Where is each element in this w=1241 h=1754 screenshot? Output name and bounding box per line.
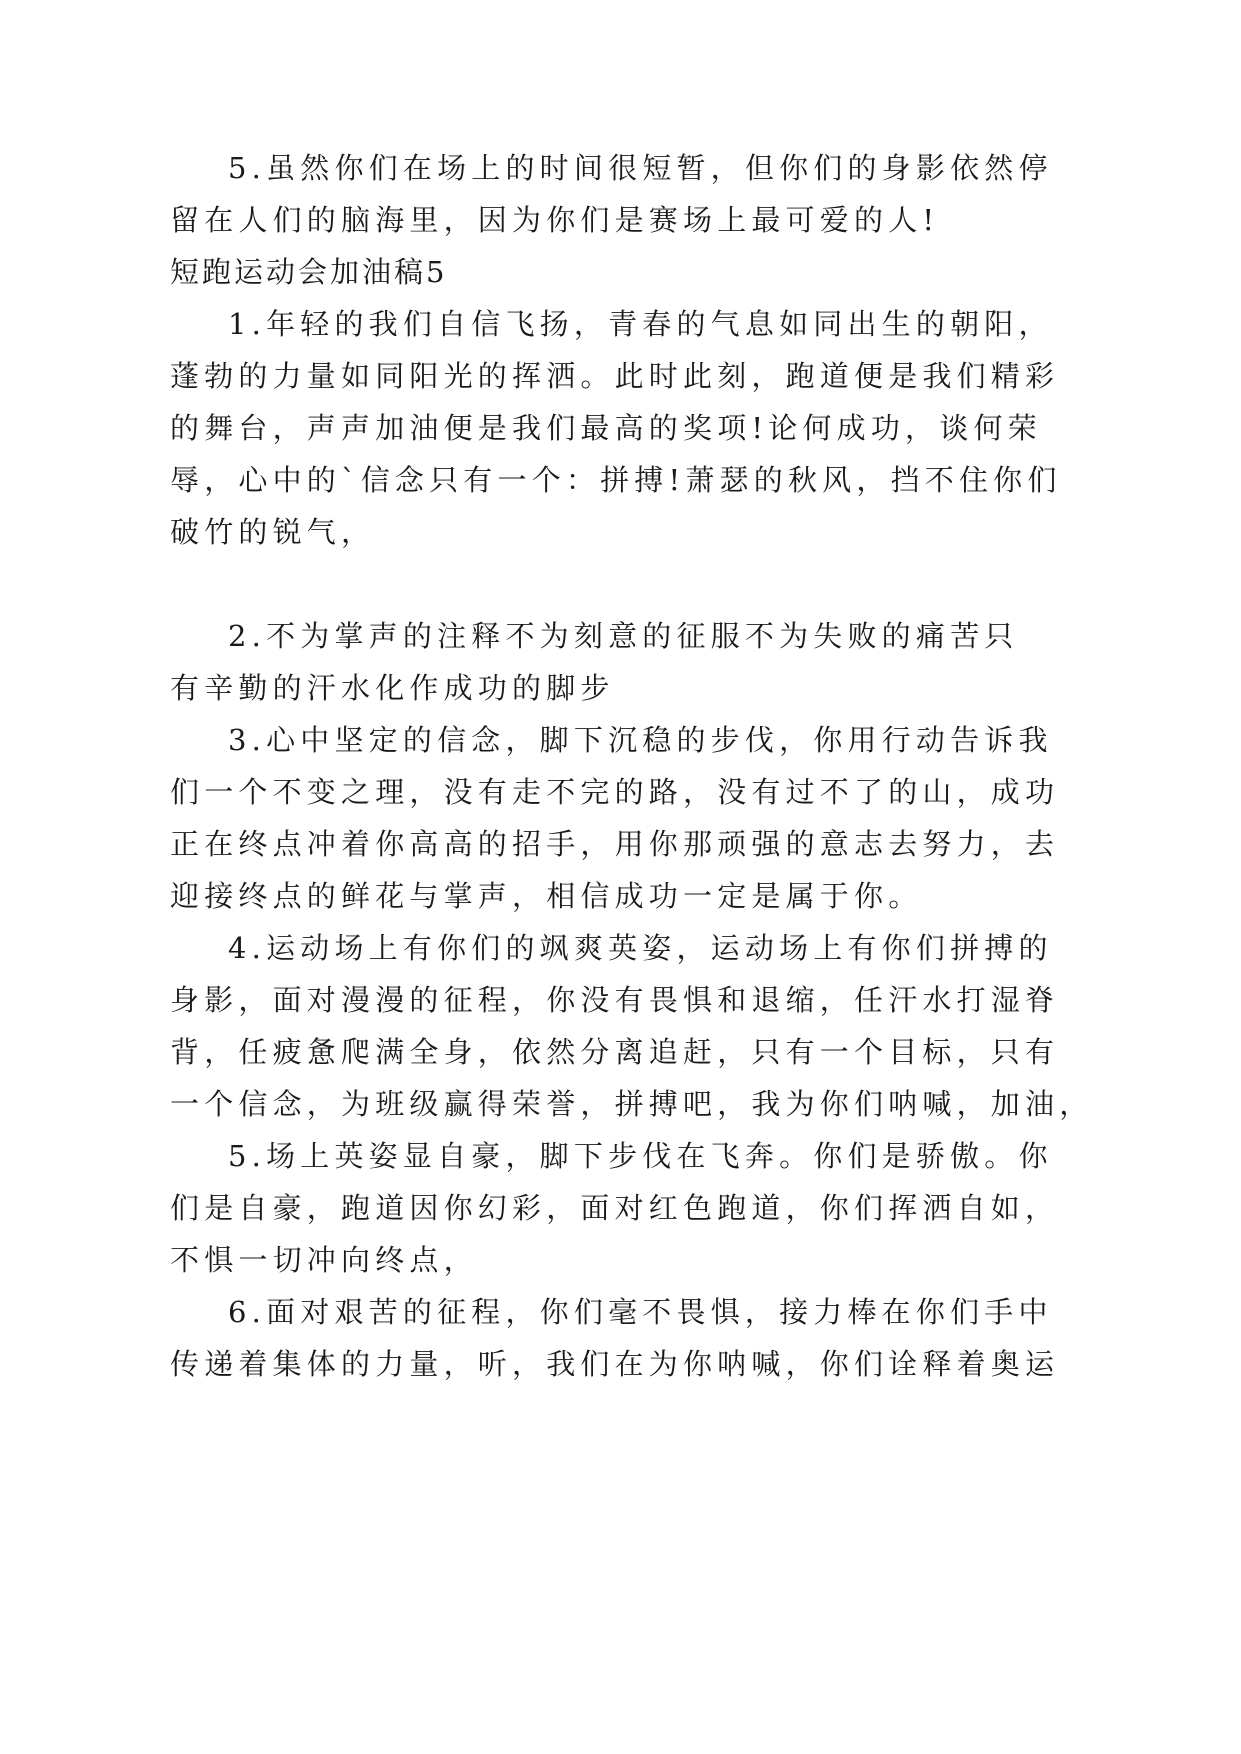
paragraph-5-line-1: 5.虽然你们在场上的时间很短暂，但你们的身影依然停 xyxy=(228,151,1053,185)
paragraph-5-line-2: 留在人们的脑海里，因为你们是赛场上最可爱的人! xyxy=(170,203,940,237)
item-4-line-1: 4.运动场上有你们的飒爽英姿，运动场上有你们拼搏的 xyxy=(228,931,1053,965)
item-5-line-3: 不惧一切冲向终点， xyxy=(170,1243,478,1277)
item-6-line-1: 6.面对艰苦的征程，你们毫不畏惧，接力棒在你们手中 xyxy=(228,1295,1053,1329)
item-4-line-3: 背，任疲惫爬满全身，依然分离追赶，只有一个目标，只有 xyxy=(170,1035,1060,1069)
item-3-line-2: 们一个不变之理，没有走不完的路，没有过不了的山，成功 xyxy=(170,775,1060,809)
item-3-line-1: 3.心中坚定的信念，脚下沉稳的步伐，你用行动告诉我 xyxy=(228,723,1053,757)
item-3-line-3: 正在终点冲着你高高的招手，用你那顽强的意志去努力，去 xyxy=(170,827,1060,861)
item-1-line-4: 辱，心中的`信念只有一个：拼搏!萧瑟的秋风，挡不住你们 xyxy=(170,463,1062,497)
item-4-line-2: 身影，面对漫漫的征程，你没有畏惧和退缩，任汗水打湿脊 xyxy=(170,983,1060,1017)
item-3-line-4: 迎接终点的鲜花与掌声，相信成功一定是属于你。 xyxy=(170,879,923,913)
item-6-line-2: 传递着集体的力量，听，我们在为你呐喊，你们诠释着奥运 xyxy=(170,1347,1060,1381)
item-2-line-1: 2.不为掌声的注释不为刻意的征服不为失败的痛苦只 xyxy=(228,619,1019,653)
item-1-line-2: 蓬勃的力量如同阳光的挥洒。此时此刻，跑道便是我们精彩 xyxy=(170,359,1060,393)
item-1-line-5: 破竹的锐气， xyxy=(170,515,376,549)
item-5-line-1: 5.场上英姿显自豪，脚下步伐在飞奔。你们是骄傲。你 xyxy=(228,1139,1053,1173)
item-4-line-4: 一个信念，为班级赢得荣誉，拼搏吧，我为你们呐喊，加油， xyxy=(170,1087,1094,1121)
item-1-line-1: 1.年轻的我们自信飞扬，青春的气息如同出生的朝阳， xyxy=(228,307,1053,341)
item-1-line-3: 的舞台，声声加油便是我们最高的奖项!论何成功，谈何荣 xyxy=(170,411,1042,445)
item-2-line-2: 有辛勤的汗水化作成功的脚步 xyxy=(170,671,615,705)
section-heading: 短跑运动会加油稿5 xyxy=(170,255,448,289)
item-5-line-2: 们是自豪，跑道因你幻彩，面对红色跑道，你们挥洒自如， xyxy=(170,1191,1060,1225)
